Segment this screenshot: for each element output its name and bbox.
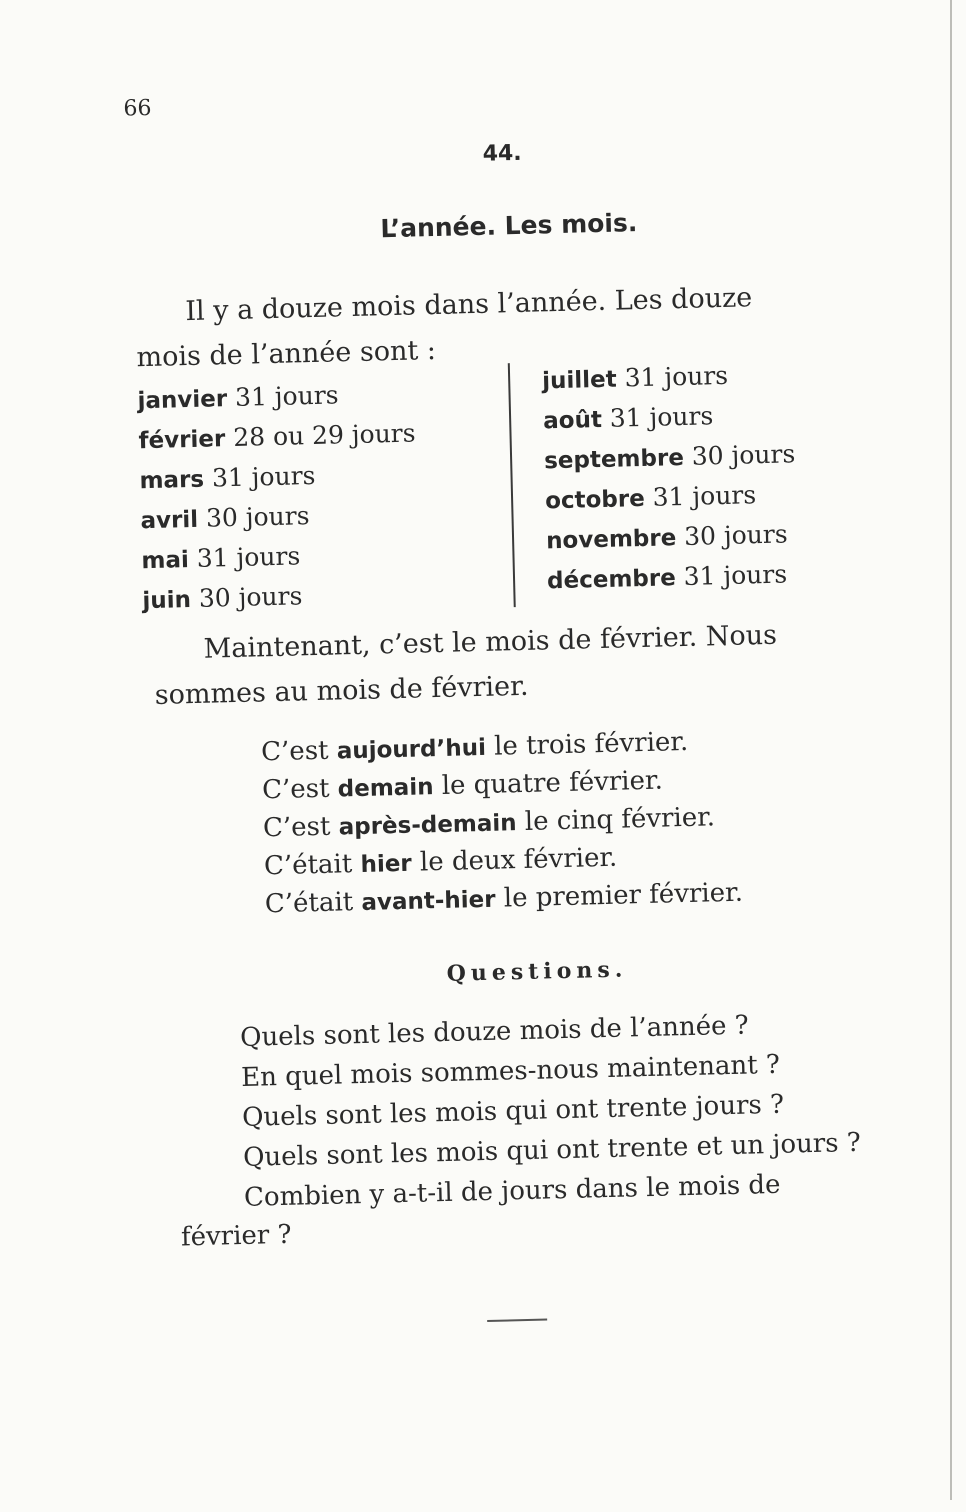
month-row xyxy=(547,554,799,600)
column-divider xyxy=(508,363,516,607)
lesson-number: 44. xyxy=(482,140,522,167)
date-suffix: le trois février. xyxy=(493,726,689,762)
month-name: juin xyxy=(142,587,192,615)
date-prefix: C’est xyxy=(261,773,330,806)
months-left-column xyxy=(137,374,420,621)
month-row xyxy=(546,514,798,560)
month-name: juillet xyxy=(541,366,618,395)
page-number: 66 xyxy=(123,95,152,122)
dates-list xyxy=(261,722,744,924)
month-days: 30 jours xyxy=(683,519,788,551)
month-days: 31 jours xyxy=(652,480,757,512)
date-keyword: demain xyxy=(337,774,434,803)
question-line: Quels sont les douze mois de l’année ? xyxy=(239,1010,750,1053)
month-days: 31 jours xyxy=(234,380,339,412)
month-row xyxy=(545,474,797,520)
question-line: Quels sont les mois qui ont trente et un jours ? xyxy=(242,1127,862,1173)
now-line-1: Maintenant, c’est le mois de février. Nous xyxy=(203,619,778,665)
month-row xyxy=(137,374,415,421)
month-days: 31 jours xyxy=(609,401,714,433)
date-suffix: le quatre février. xyxy=(441,765,664,801)
month-name: mai xyxy=(141,547,190,575)
month-row xyxy=(542,354,794,400)
questions-list xyxy=(240,1003,863,1218)
date-suffix: le deux février. xyxy=(419,842,618,878)
month-row xyxy=(140,493,418,540)
month-name: novembre xyxy=(545,525,677,555)
date-keyword: avant-hier xyxy=(361,886,496,916)
date-keyword: hier xyxy=(360,850,413,878)
month-name: octobre xyxy=(544,485,646,515)
question-line: En quel mois sommes-nous maintenant ? xyxy=(240,1049,781,1093)
month-days: 30 jours xyxy=(691,439,796,471)
month-name: mars xyxy=(139,466,205,495)
month-row xyxy=(138,414,416,461)
month-days: 28 ou 29 jours xyxy=(232,418,416,452)
month-row xyxy=(139,453,417,500)
month-name: septembre xyxy=(543,444,685,475)
end-rule xyxy=(487,1319,547,1322)
questions-heading: Questions. xyxy=(446,956,628,987)
now-line-2: sommes au mois de février. xyxy=(154,670,529,711)
question-line: Quels sont les mois qui ont trente jours ? xyxy=(241,1089,785,1133)
month-days: 31 jours xyxy=(683,559,788,591)
month-days: 30 jours xyxy=(205,501,310,533)
month-days: 31 jours xyxy=(211,460,316,493)
month-days: 31 jours xyxy=(624,360,729,393)
month-name: février xyxy=(138,426,226,455)
month-days: 31 jours xyxy=(196,541,301,573)
month-name: août xyxy=(542,406,603,435)
month-name: décembre xyxy=(546,565,677,595)
month-name: janvier xyxy=(137,386,228,415)
date-keyword: après-demain xyxy=(338,810,517,841)
intro-line-2: mois de l’année sont : xyxy=(136,334,437,374)
date-prefix: C’était xyxy=(264,887,354,920)
date-prefix: C’est xyxy=(260,735,329,768)
intro-line-1: Il y a douze mois dans l’année. Les douze xyxy=(185,282,753,328)
month-row xyxy=(544,434,796,480)
date-prefix: C’est xyxy=(262,811,331,844)
date-suffix: le premier février. xyxy=(503,877,744,914)
question-last-line: février ? xyxy=(180,1219,292,1253)
month-days: 30 jours xyxy=(198,581,303,613)
date-suffix: le cinq février. xyxy=(524,802,716,837)
lesson-title: L’année. Les mois. xyxy=(380,208,638,244)
month-row xyxy=(142,573,420,620)
date-prefix: C’était xyxy=(263,849,353,882)
months-right-column xyxy=(542,354,799,600)
month-name: avril xyxy=(140,506,199,535)
month-row xyxy=(543,394,795,440)
month-row xyxy=(141,533,419,580)
date-keyword: aujourd’hui xyxy=(336,734,487,765)
question-line: Combien y a-t-il de jours dans le mois de xyxy=(243,1169,781,1213)
